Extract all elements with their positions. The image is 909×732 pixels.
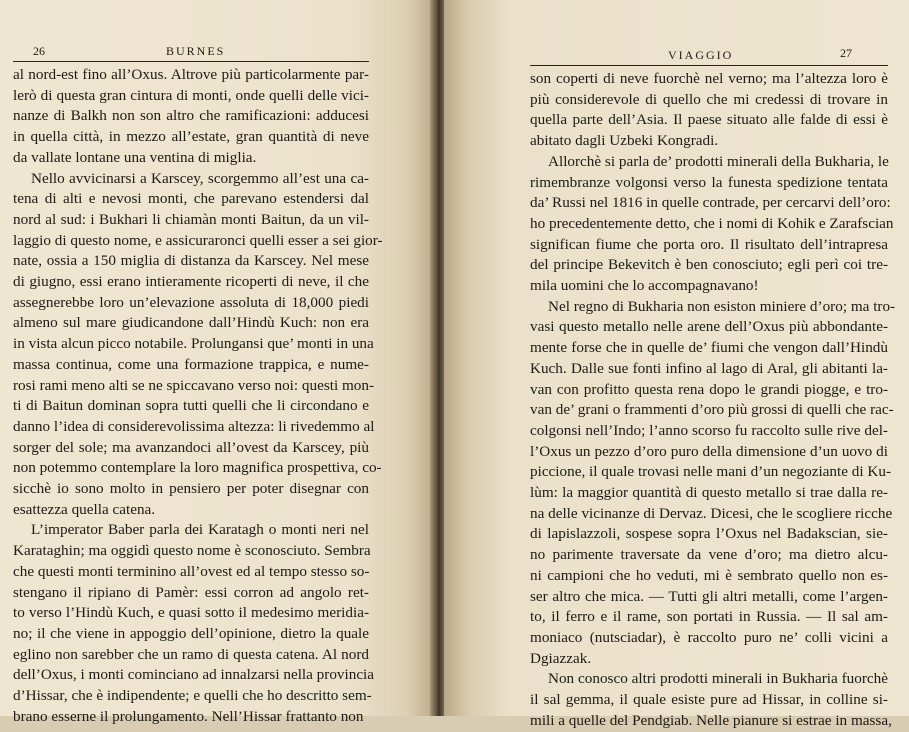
text-line: van de’ grani o frammenti d’oro più grossi di quelli che rac- xyxy=(530,401,894,419)
text-line: ho precedentemente detto, che i nomi di Kohik e Zarafscian xyxy=(530,214,894,232)
text-line: l’Oxus un pezzo d’oro puro della dimensione d’un uovo di xyxy=(530,442,888,460)
text-line: colgonsi nell’Indo; l’anno scorso fu raccolto sulle rive del- xyxy=(530,421,888,439)
text-line: mila uomini che lo accompagnavano! xyxy=(530,277,759,295)
text-line: to verso l’Hindù Kuch, e quasi sotto il medesimo meridia- xyxy=(13,604,369,622)
text-line: da vallate lontane una ventina di miglia. xyxy=(13,148,257,166)
text-line: L’imperator Baber parla dei Karatagh o monti neri nel xyxy=(31,521,369,539)
text-line: na delle vicinanze di Dervaz. Dicesi, che le scogliere ricche xyxy=(530,504,893,522)
text-line: lùm: la maggior quantità di questo metallo si trae dalla re- xyxy=(530,484,888,502)
text-line: Kuch. Dalle sue fonti infino al lago di Aral, gli abitanti la- xyxy=(530,359,888,377)
text-line: Dgiazzak. xyxy=(530,649,592,667)
text-line: Non conosco altri prodotti minerali in Bukharia fuorchè xyxy=(548,670,888,688)
text-line: sorger del sole; ma avanzandoci all’ovest da Karscey, più xyxy=(13,438,369,456)
left-page xyxy=(0,0,432,725)
text-line: abitato dagli Uzbeki Kongradi. xyxy=(530,132,719,150)
text-line: Karataghin; ma oggidì questo nome è sconosciuto. Sembra xyxy=(13,542,371,560)
text-line: eglino non sarebber che un ramo di questa catena. Al nord xyxy=(13,645,369,663)
text-line: moniaco (nutsciadar), è raccolto puro ne’ colli vicini a xyxy=(530,628,888,646)
text-line: Allorchè si parla de’ prodotti minerali della Bukharia, le xyxy=(548,152,889,170)
text-line: lerò di questa gran cintura di monti, onde quelli delle vici- xyxy=(13,86,369,104)
text-line: più considerevole di quello che mi credessi di trovare in xyxy=(530,90,888,108)
text-line: nord al sud: i Bukhari li chiamàn monti Baitun, da un vil- xyxy=(13,210,369,228)
text-line: il sal gemma, il quale esiste pure ad Hissar, in colline si- xyxy=(530,691,888,709)
text-line: nanze di Balkh non son altro che ramificazioni: adducesi xyxy=(13,107,369,125)
text-line: Nello avvicinarsi a Karscey, scorgemmo all’est una ca- xyxy=(31,169,369,187)
text-line: Nel regno di Bukharia non esiston miniere d’oro; ma tro- xyxy=(548,297,896,315)
text-line: mili a quelle del Pendgiab. Nelle pianure si estrae in massa, xyxy=(530,711,892,729)
text-line: no parimente traversate da vene d’oro; ma dietro alcu- xyxy=(530,546,888,564)
right-page-number: 27 xyxy=(840,46,852,60)
text-line: ser altro che mica. — Tutti gli altri metalli, come l’argen- xyxy=(530,587,888,605)
text-line: assegnerebbe loro un’elevazione assoluta di 18,000 piedi xyxy=(13,293,369,311)
text-line: quella parte dell’Asia. Il paese situato alle falde di essi è xyxy=(530,111,888,129)
text-line: massa continua, come una formazione trappica, e nume- xyxy=(13,355,369,373)
right-running-head: VIAGGIO xyxy=(668,48,734,62)
text-line: to, il ferro e il rame, son portati in Russia. — Il sal am- xyxy=(530,608,888,626)
left-running-head: BURNES xyxy=(166,44,226,58)
text-line: significan fiume che porta oro. Il risultato dell’intrapresa xyxy=(530,235,888,253)
text-line: al nord-est fino all’Oxus. Altrove più particolarmente par- xyxy=(13,66,369,83)
right-page xyxy=(444,0,909,729)
text-line: non potemmo contemplare la loro magnifica prospettiva, co- xyxy=(13,459,382,477)
left-body-text xyxy=(13,65,383,728)
text-line: laggio di questo nome, e assicuraronci quelli esser a sei gior- xyxy=(13,231,383,249)
text-line: van con profitto questa rena dopo le grandi piogge, e tro- xyxy=(530,380,888,398)
text-line: son coperti di neve fuorchè nel verno; ma l’altezza loro è xyxy=(530,70,888,87)
text-line: da’ Russi nel 1816 in quelle contrade, per cercarvi dell’oro: xyxy=(530,194,891,212)
text-line: sicchè io sono molto in pensiero per poter disegnar con xyxy=(13,480,369,498)
left-page-number: 26 xyxy=(33,44,45,58)
text-line: di giugno, essi erano intieramente ricoperti di neve, il che xyxy=(13,273,369,291)
text-line: piccione, il quale trovasi nelle mani d’un negoziante di Ku- xyxy=(530,463,892,481)
text-line: ti di Baitun dominan sopra tutti quelli che li circondano e xyxy=(13,397,369,415)
right-body-text xyxy=(530,69,896,732)
text-line: brano esserne il prolungamento. Nell’Hissar frattanto non xyxy=(13,707,364,725)
text-line: in vista alcun picco notabile. Prolungansi que’ monti in una xyxy=(13,335,374,353)
text-line: che questi monti terminino all’ovest ed al tempo stesso so- xyxy=(13,562,370,580)
text-line: tena di alti e nevosi monti, che parevano estendersi dal xyxy=(13,190,369,208)
text-line: ni campioni che ho veduti, mi è sembrato quello non es- xyxy=(530,566,888,584)
text-line: no; il che viene in appoggio dell’opinione, dietro la quale xyxy=(13,624,369,642)
text-line: almeno sul mare giudicandone dall’Hindù Kuch: non era xyxy=(13,314,369,332)
text-line: d’Hissar, che è indipendente; e quelli che ho descritto sem- xyxy=(13,687,372,705)
left-header-rule xyxy=(13,61,369,62)
text-line: nate, ossia a 150 miglia di distanza da Karscey. Nel mese xyxy=(13,252,369,270)
text-line: di lapislazzoli, sospese sopra l’Oxus nel Badakscian, sie- xyxy=(530,525,888,543)
text-line: esattezza quella catena. xyxy=(13,500,156,518)
text-line: vasi questo metallo nelle arene dell’Oxus più abbondante- xyxy=(530,318,888,336)
text-line: in quella città, in mezzo all’estate, gran quantità di neve xyxy=(13,128,369,146)
text-line: dell’Oxus, i monti cominciano ad innalzarsi nella provincia xyxy=(13,666,375,684)
text-line: del principe Bekevitch è ben conosciuto; egli perì coi tre- xyxy=(530,256,888,274)
text-line: mente forse che in quelle de’ fiumi che vengon dall’Hindù xyxy=(530,339,888,357)
text-line: danno l’idea di considerevolissima altezza: li rivedemmo al xyxy=(13,417,375,435)
text-line: stengano il ripiano di Pamèr: essi corron ad angolo ret- xyxy=(13,583,369,601)
text-line: rimembranze volgonsi verso la funesta spedizione tentata xyxy=(530,173,888,191)
right-header-rule xyxy=(530,65,888,66)
text-line: rosi rami meno alti se ne spiccavano verso noi: questi mon- xyxy=(13,376,375,394)
